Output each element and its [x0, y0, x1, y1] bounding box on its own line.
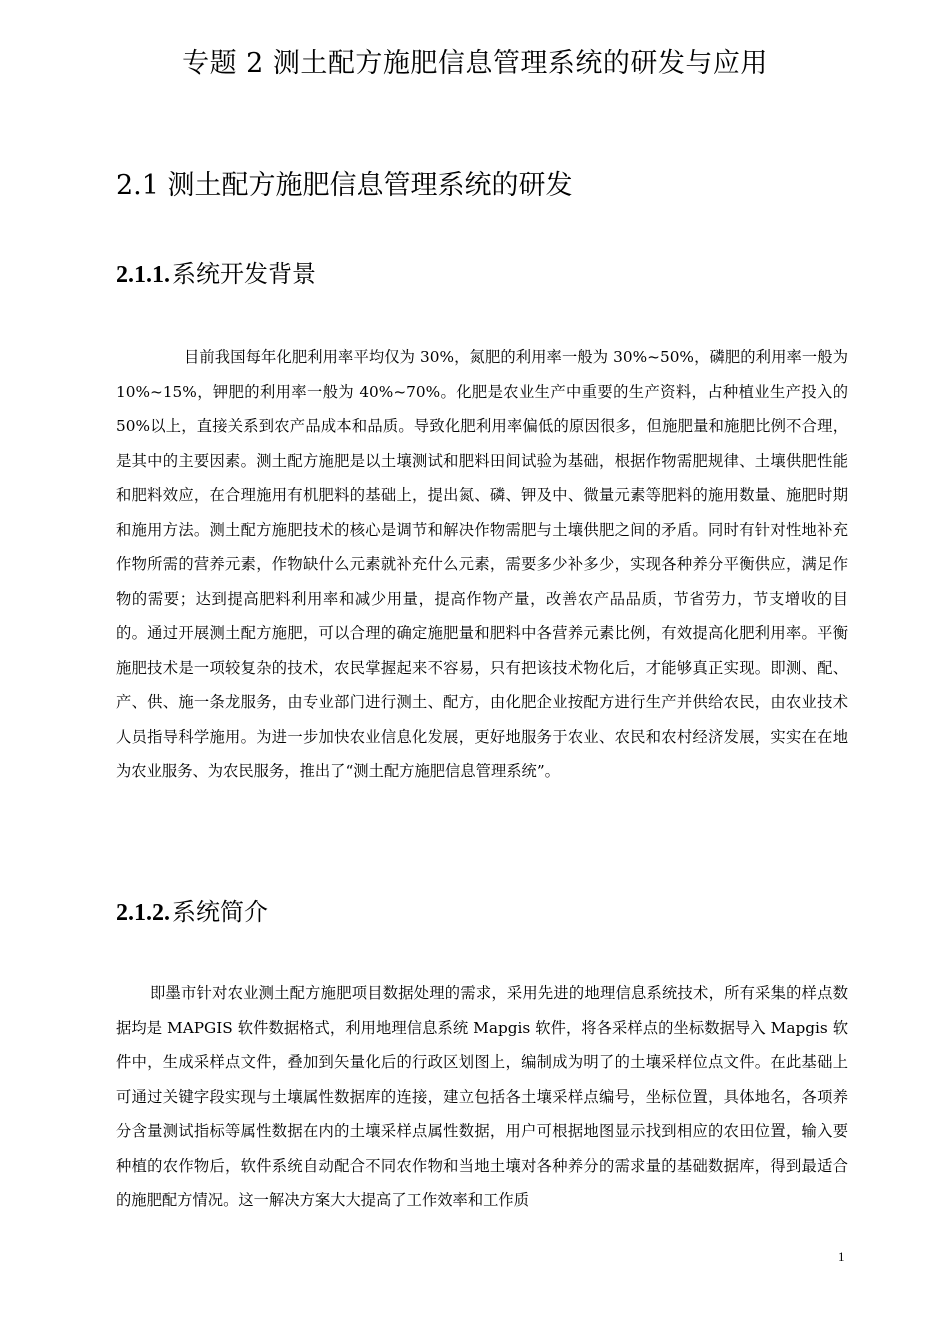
subsection-number: 2.1.2.: [116, 900, 170, 926]
section-heading: 2.1 测土配方施肥信息管理系统的研发: [116, 170, 573, 201]
subsection-heading-background: [116, 256, 316, 293]
subsection-title: 系统开发背景: [172, 260, 316, 288]
paragraph-intro: 即墨市针对农业测土配方施肥项目数据处理的需求，采用先进的地理信息系统技术，所有采集的样点数据均是 MAPGIS 软件数据格式，利用地理信息系统 Mapgis 软件，将各采样点的坐标数据导入 Mapgis 软件中，生成采样点文件，叠加到矢量化后的行政区划图上，编制成为明了的土壤采样位点文件。在此基础上可通过关键字段实现与土壤属性数据库的连接，建立包括各土壤采样点编号，坐标位置，具体地名，各项养分含量测试指标等属性数据在内的土壤采样点属性数据，用户可根据地图显示找到相应的农田位置，输入要种植的农作物后，软件系统自动配合不同农作物和当地土壤对各种养分的需求量的基础数据库，得到最适合的施肥配方情况。这一解决方案大大提高了工作效率和工作质: [116, 984, 848, 1209]
page-number: 1: [838, 1249, 845, 1264]
document-title: 专题 2 测土配方施肥信息管理系统的研发与应用: [182, 48, 768, 79]
subsection-title: 系统简介: [172, 898, 268, 926]
subsection-heading-intro: [116, 894, 268, 931]
paragraph-background: 目前我国每年化肥利用率平均仅为 30%，氮肥的利用率一般为 30%~50%，磷肥的利用率一般为 10%~15%，钾肥的利用率一般为 40%~70%。化肥是农业生产中重要的生产资料，占种植业生产投入的 50%以上，直接关系到农产品成本和品质。导致化肥利用率偏低的原因很多，但施肥量和施肥比例不合理，是其中的主要因素。测土配方施肥是以土壤测试和肥料田间试验为基础，根据作物需肥规律、土壤供肥性能和肥料效应，在合理施用有机肥料的基础上，提出氮、磷、钾及中、微量元素等肥料的施用数量、施肥时期和施用方法。测土配方施肥技术的核心是调节和解决作物需肥与土壤供肥之间的矛盾。同时有针对性地补充作物所需的营养元素，作物缺什么元素就补充什么元素，需要多少补多少，实现各种养分平衡供应，满足作物的需要；达到提高肥料利用率和减少用量，提高作物产量，改善农产品品质，节省劳力，节支增收的目的。通过开展测土配方施肥，可以合理的确定施肥量和肥料中各营养元素比例，有效提高化肥利用率。平衡施肥技术是一项较复杂的技术，农民掌握起来不容易，只有把该技术物化后，才能够真正实现。即测、配、产、供、施一条龙服务，由专业部门进行测土、配方，由化肥企业按配方进行生产并供给农民，由农业技术人员指导科学施用。为进一步加快农业信息化发展，更好地服务于农业、农民和农村经济发展，实实在在地为农业服务、为农民服务，推出了“测土配方施肥信息管理系统”。: [116, 348, 848, 780]
subsection-number: 2.1.1.: [116, 262, 170, 288]
